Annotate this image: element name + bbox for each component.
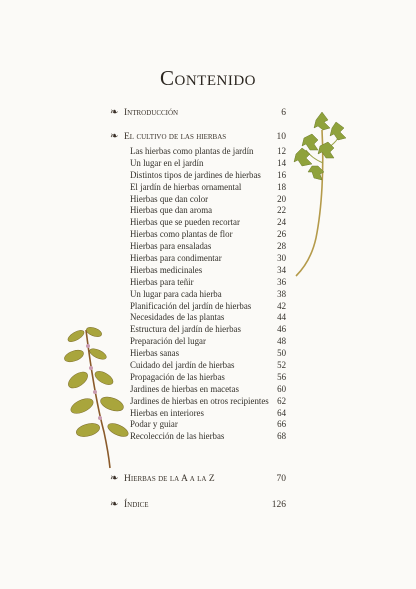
toc-entry[interactable]: Hierbas como plantas de flor 26 [130,229,286,240]
section-page: 70 [276,474,286,484]
section-label: Hierbas de la A a la Z [124,474,215,484]
toc-entry[interactable]: Podar y guiar 66 [130,419,286,430]
parsley-sprig-icon [288,108,358,278]
toc-entry[interactable]: Propagación de las hierbas 56 [130,371,286,382]
toc-entry-list [130,146,286,443]
section-label: Índice [124,500,149,510]
section-page: 126 [271,500,286,510]
toc-entry[interactable]: Hierbas sanas 50 [130,348,286,359]
toc-entry[interactable]: Hierbas para condimentar 30 [130,253,286,264]
toc-entry[interactable]: Hierbas medicinales 34 [130,264,286,275]
toc-entry[interactable]: Un lugar en el jardín 14 [130,157,286,168]
fleuron-icon: ❧ [110,131,119,142]
mint-sprig-icon [62,322,132,470]
toc-entry[interactable]: Jardines de hierbas en otros recipientes 62 [130,395,286,406]
toc-entry[interactable]: Un lugar para cada hierba 38 [130,288,286,299]
section-page: 6 [281,108,286,118]
section-page: 10 [276,132,286,142]
fleuron-icon: ❧ [110,499,119,510]
section-label: Introducción [124,108,179,118]
toc-entry[interactable]: Cuidado del jardín de hierbas 52 [130,360,286,371]
toc-entry[interactable]: Las hierbas como plantas de jardín 12 [130,146,286,156]
fleuron-icon: ❧ [110,473,119,484]
toc-entry[interactable]: Necesidades de las plantas 44 [130,312,286,323]
toc-entry[interactable]: Hierbas que dan color 20 [130,193,286,204]
toc-entry[interactable]: Hierbas en interiores 64 [130,407,286,418]
toc-entry[interactable]: Preparación del lugar 48 [130,336,286,347]
toc-entry[interactable]: El jardín de hierbas ornamental 18 [130,181,286,192]
toc-entry[interactable]: Planificación del jardín de hierbas 42 [130,300,286,311]
section-label: El cultivo de las hierbas [124,132,227,142]
toc-entry[interactable]: Distintos tipos de jardines de hierbas 16 [130,169,286,180]
toc-entry[interactable]: Jardines de hierbas en macetas 60 [130,383,286,394]
toc-entry[interactable]: Hierbas para teñir 36 [130,276,286,287]
fleuron-icon: ❧ [110,107,119,118]
toc-entry[interactable]: Recolección de las hierbas 68 [130,431,286,442]
toc-entry[interactable]: Hierbas para ensaladas 28 [130,241,286,252]
toc-entry[interactable]: Hierbas que dan aroma 22 [130,205,286,216]
page-title: Contenido [160,66,256,90]
toc-entry[interactable]: Hierbas que se pueden recortar 24 [130,217,286,228]
toc-entry[interactable]: Estructura del jardín de hierbas 46 [130,324,286,335]
